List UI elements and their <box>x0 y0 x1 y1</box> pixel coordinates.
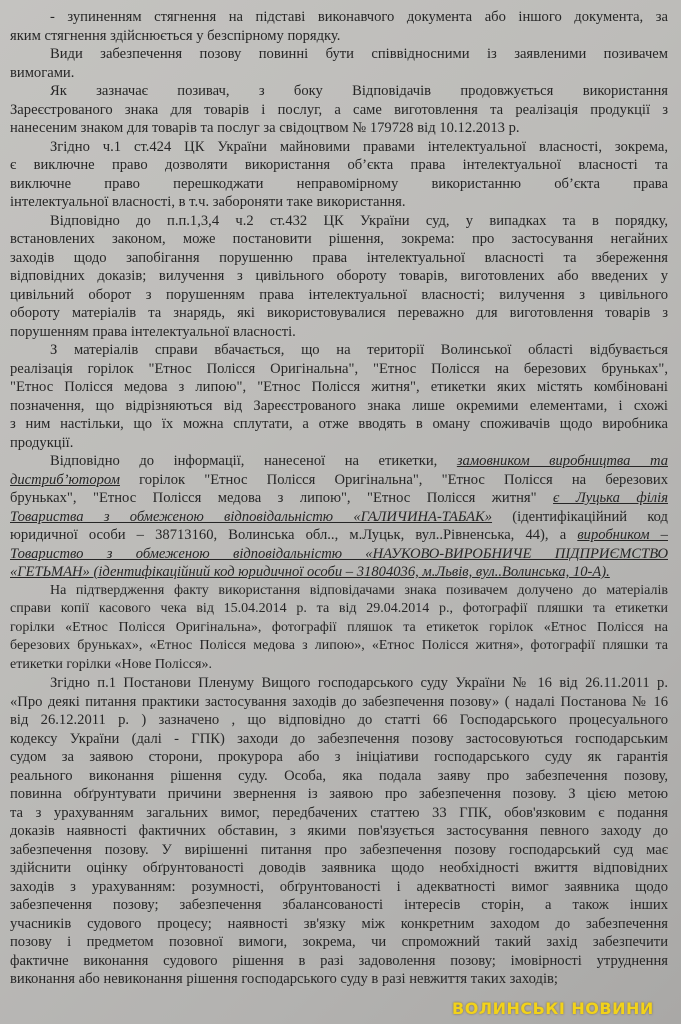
text-segment: юридичної особи – 38713160, Волинська обл.., м.Луцьк, вул..Рівненська, 44), а <box>10 527 578 543</box>
paragraph <box>10 452 668 582</box>
text-line: Як зазначає позивач, з боку Відповідачів продовжується використання <box>50 83 668 99</box>
text-line <box>10 471 668 490</box>
text-line: позову і предметом позовної вимоги, зокрема, чи спроможний такий захід забезпечити <box>10 934 668 950</box>
text-line: з ним настільки, що їх можна сплутати, а отже вводять в оману споживачів щодо виробника <box>10 416 668 432</box>
paragraph <box>10 138 668 212</box>
text-line: фактичне виконання судового рішення в разі задоволення позову; імовірності утруднення <box>10 952 668 969</box>
text-line: від 26.12.2011 р. ) зазначено , що відповідно до статті 66 Господарського процесуального <box>10 712 668 728</box>
text-line: заходів щодо запобігання порушенню права інтелектуальної власності та збереження <box>10 249 668 266</box>
text-line: реалізація горілок "Етнос Полісся Оригінальна", "Етнос Полісся на березових бруньках", <box>10 360 668 377</box>
text-line: На підтвердження факту використання відповідачами знака позивачем долучено до матеріалів <box>50 582 668 598</box>
text-line: встановлених законом, може постановити рішення, зокрема: про застосування негайних <box>10 231 668 247</box>
document-page <box>10 8 668 989</box>
text-line: Види забезпечення позову повинні бути співвідносними із заявленими позивачем <box>50 46 668 62</box>
text-line: позначення, що відрізняються від Зареєстрованого знака лише окремими елементами, і схожі <box>10 397 668 414</box>
emphasized-text: Товариства з обмеженою відповідальністю «ГАЛИЧИНА-ТАБАК» <box>10 508 493 525</box>
watermark-logo: ВОЛИНСЬКІ НОВИНИ <box>452 999 654 1018</box>
text-line: етикетки горілки «Нове Полісся». <box>10 656 212 672</box>
emphasized-text: дистриб’ютором <box>10 471 120 488</box>
text-line: вимогами. <box>10 64 75 81</box>
text-line <box>10 526 668 545</box>
paragraph <box>10 45 668 82</box>
text-line <box>10 508 668 527</box>
text-segment: Відповідно до інформації, нанесеної на етикетки, <box>50 453 457 469</box>
text-line: учасників судового процесу; наявності зв'язку між конкретним заходом до забезпечення <box>10 915 668 932</box>
emphasized-text: замовником виробництва та <box>456 453 668 469</box>
emphasized-text: «ГЕТЬМАН» (ідентифікаційний код юридичної особи – 31804036, м.Львів, вул..Волинська, 10-А). <box>10 564 610 580</box>
text-line: горілки «Етнос Полісся Оригінальна», фотографії пляшок та етикеток горілок «Етнос Полісся на <box>10 619 668 635</box>
text-line: Відповідно до п.п.1,3,4 ч.2 ст.432 ЦК України суд, у випадках та в порядку, <box>50 212 668 229</box>
text-line: виконання або невиконання рішення господарського суду в разі невжиття таких заходів; <box>10 971 558 987</box>
text-line: доказів наявності фактичних обставин, з якими пов'язується застосування певного заходу до <box>10 823 668 839</box>
text-line: є виключне право дозволяти використання об’єкта права інтелектуальної власності та <box>10 157 668 173</box>
text-line: З матеріалів справи вбачається, що на території Волинської області відбувається <box>50 342 668 358</box>
text-line: Згідно п.1 Постанови Пленуму Вищого господарського суду України № 16 від 26.11.2011 р. <box>50 675 668 691</box>
text-line <box>10 489 668 508</box>
text-line: здійснити оцінку обґрунтованості доводів заявника щодо необхідності вжиття відповідних <box>10 860 668 876</box>
text-line: реального виконання рішення суду. Особа, яка подала заяву про забезпечення позову, <box>10 767 668 784</box>
text-line: забезпечення позову; забезпечення збалансованості інтересів сторін, а також інших <box>10 897 668 913</box>
text-line: Зареєстрованого знака для товарів і послуг, а саме виготовлення та реалізація продукції з <box>10 101 668 118</box>
paragraph <box>10 674 668 989</box>
paragraph <box>10 8 668 45</box>
text-line: виключне право перешкоджати неправомірному використанню об’єкта права <box>10 175 668 192</box>
text-line <box>10 545 668 564</box>
text-line: та з урахуванням загальних вимог, передбачених статтею 33 ГПК, обов'язковим є подання <box>10 804 668 821</box>
text-segment: бруньках", "Етнос Полісся медова з липою", "Етнос Полісся житня" <box>10 490 554 506</box>
text-line: забезпечення позову. У вирішенні питання про забезпечення позову господарський суд має <box>10 841 668 858</box>
paragraph <box>10 582 668 675</box>
text-line: - зупиненням стягнення на підставі виконавчого документа або іншого документа, за <box>50 9 668 25</box>
text-segment: (ідентифікаційний код <box>492 508 668 525</box>
text-line: нанесеним знаком для товарів та послуг за свідоцтвом № 179728 від 10.12.2013 р. <box>10 120 520 136</box>
text-line: березових бруньках», «Етнос Полісся медова з липою», «Етнос Полісся житня», фотографії пляшки та <box>10 638 668 653</box>
emphasized-text: Товариство з обмеженою відповідальністю «НАУКОВО-ВИРОБНИЧЕ ПІДПРИЄМСТВО <box>10 545 668 562</box>
text-line: кодексу України (далі - ГПК) заходи до забезпечення позову застосовуються господарським <box>10 730 668 747</box>
text-line: порушенням права інтелектуальної власності. <box>10 323 296 340</box>
text-line: продукції. <box>10 434 74 451</box>
text-line <box>10 452 668 471</box>
text-line: відповідних доказів; вилучення з цивільного обороту товарів, виготовлених або введених у <box>10 268 668 284</box>
text-line: «Про деякі питання практики застосування заходів до забезпечення позову» ( надалі Постанова № 16 <box>10 693 668 710</box>
text-line: "Етнос Полісся медова з липою", "Етнос Полісся житня", етикетки яких містять комбіновані <box>10 379 668 395</box>
text-line: цивільний оборот з порушенням права інтелектуальної власності; вилучення з цивільного <box>10 286 668 303</box>
paragraph <box>10 341 668 452</box>
text-segment: горілок "Етнос Полісся Оригінальна", "Етнос Полісся на березових <box>119 471 668 488</box>
text-line: інтелектуальної власності, в т.ч. забороняти таке використання. <box>10 194 406 210</box>
text-line: повинна обґрунтувати причини звернення із заявою про забезпечення позову. З цією метою <box>10 786 668 802</box>
emphasized-text: виробником – <box>577 527 668 543</box>
emphasized-text: є Луцька філія <box>553 490 668 506</box>
text-line: яким стягнення здійснюється у безспірному порядку. <box>10 27 341 44</box>
paragraph <box>10 82 668 138</box>
paragraph <box>10 212 668 342</box>
text-line: обороту матеріалів та знарядь, які використовувалися переважно для виготовлення товарів з <box>10 305 668 321</box>
text-line: судом за заявою сторони, прокурора або з ініціативи господарського суду як гарантія <box>10 749 668 765</box>
text-line: Згідно ч.1 ст.424 ЦК України майновими правами інтелектуальної власності, зокрема, <box>50 138 668 155</box>
text-line: заходів з урахуванням: розумності, обґрунтованості і адекватності вимог заявника щодо <box>10 878 668 895</box>
text-line <box>10 563 668 582</box>
text-line: справи копії касового чека від 15.04.2014 р. та від 29.04.2014 р., фотографії пляшки та етикетки <box>10 601 668 616</box>
